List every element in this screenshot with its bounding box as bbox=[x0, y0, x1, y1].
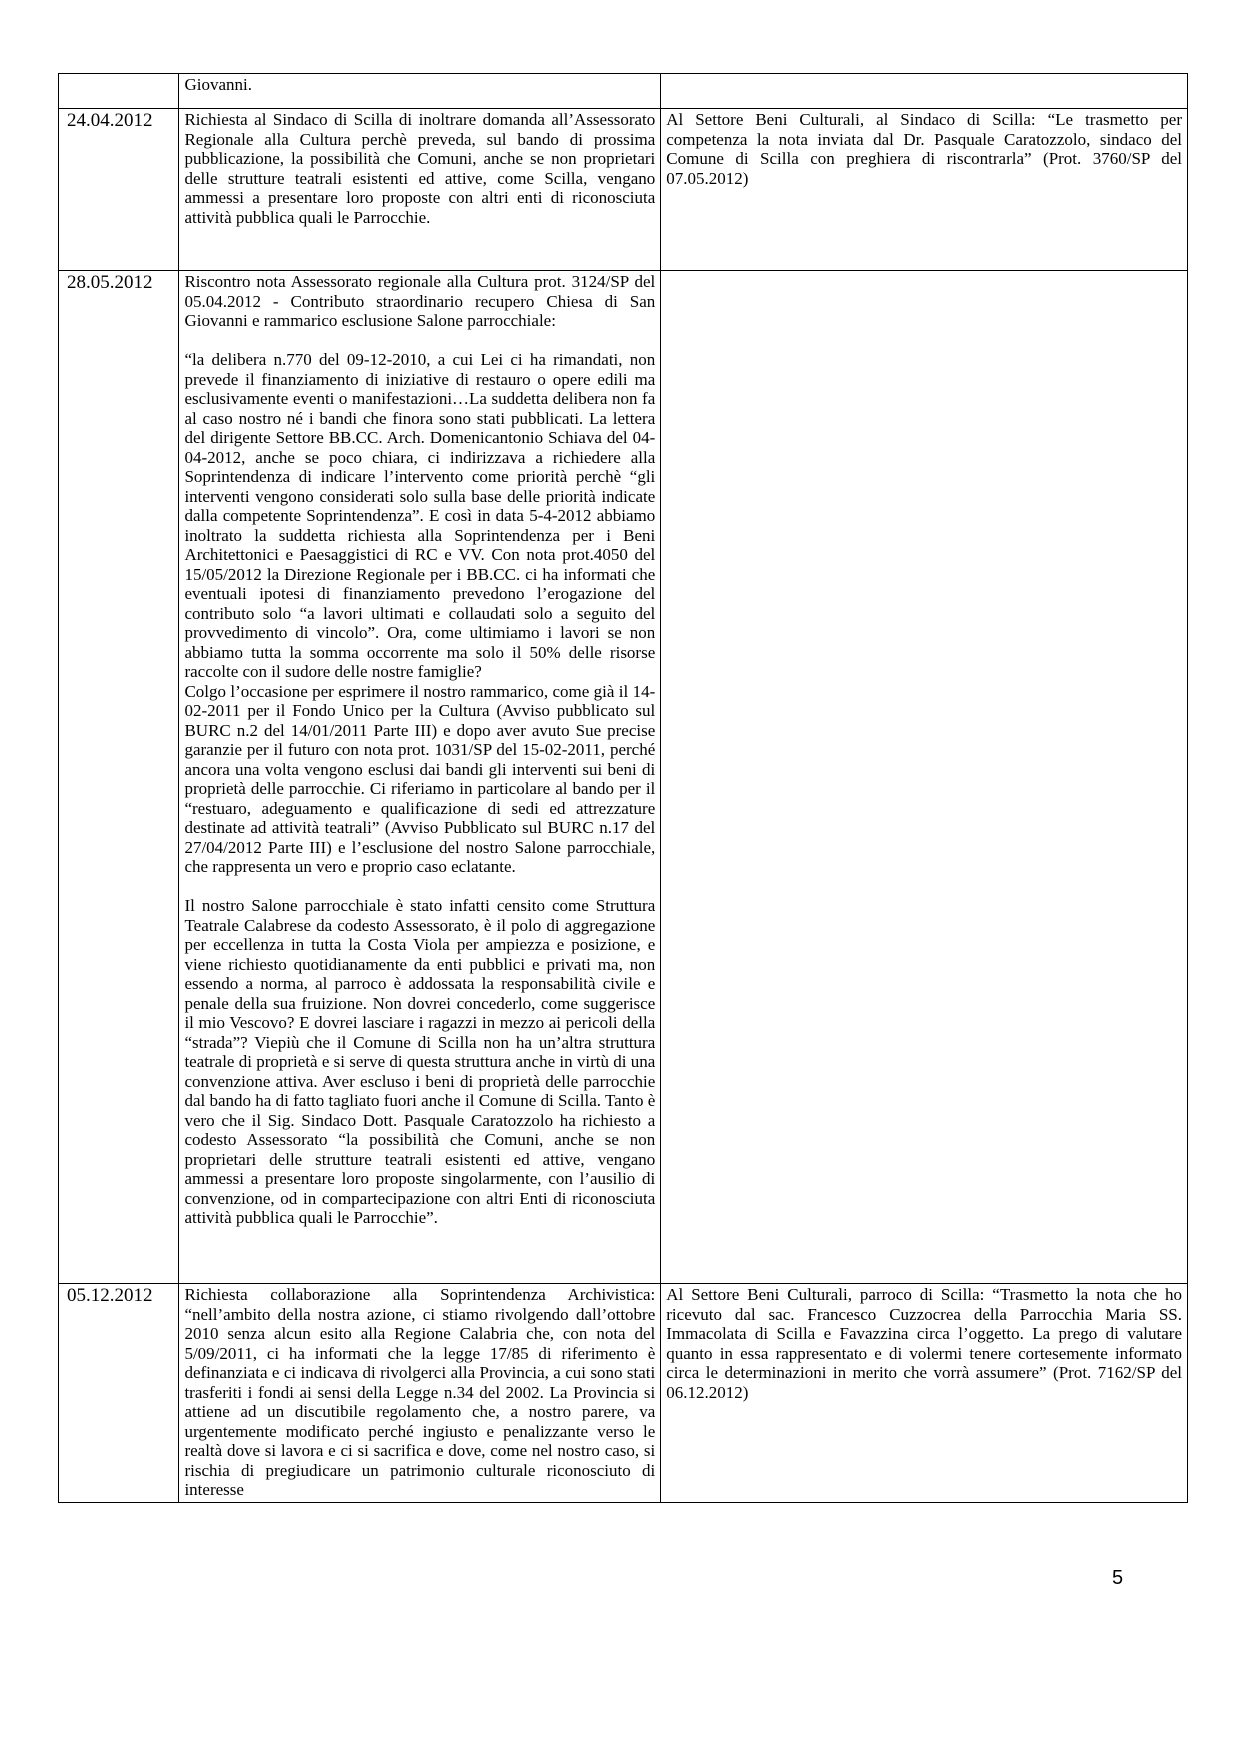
response-paragraph: Al Settore Beni Culturali, al Sindaco di Scilla: “Le trasmetto per competenza la nota inviata dal Dr. Pasquale Caratozzolo, sindaco del Comune di Scilla con preghiera di riscontrarla” (Prot. 3760/SP del 07.05.2012) bbox=[666, 110, 1182, 188]
date-cell: 24.04.2012 bbox=[59, 109, 179, 271]
page-number: 5 bbox=[1112, 1567, 1124, 1589]
response-cell bbox=[661, 74, 1188, 109]
date-cell bbox=[59, 74, 179, 109]
request-paragraph: Giovanni. bbox=[184, 75, 252, 94]
request-paragraph: Il nostro Salone parrocchiale è stato infatti censito come Struttura Teatrale Calabrese da codesto Assessorato, è il polo di aggregazione per eccellenza in tutta la Costa Viola per ampiezza e posizione, e viene richiesto quotidianamente da enti pubblici e privati ma, non essendo a norma, al parroco è addossata la responsabilità civile e penale della sua fruizione. Non dovrei concederlo, come suggerisce il mio Vescovo? E dovrei lasciare i ragazzi in mezzo ai pericoli della “strada”? Viepiù che il Comune di Scilla non ha un’altra struttura teatrale di proprietà e si serve di questa struttura anche in virtù di una convenzione attiva. Aver escluso i beni di proprietà delle parrocchie dal bando ha di fatto tagliato fuori anche il Comune di Scilla. Tanto è vero che il Sig. Sindaco Dott. Pasquale Caratozzolo ha richiesto a codesto Assessorato “la possibilità che Comuni, anche se non proprietari delle strutture teatrali esistenti ed attive, vengano ammessi a presentare loro proposte singolarmente, con l’ausilio di convenzione, od in compartecipazione con altri Enti di riconosciuta attività pubblica quali le Parrocchie”. bbox=[184, 896, 656, 1227]
table-row bbox=[59, 271, 1188, 1284]
response-cell bbox=[661, 109, 1188, 271]
date-cell: 28.05.2012 bbox=[59, 271, 179, 1284]
table-row bbox=[59, 109, 1188, 271]
response-paragraph: Al Settore Beni Culturali, parroco di Scilla: “Trasmetto la nota che ho ricevuto dal sac. Francesco Cuzzocrea della Parrocchia Maria SS. Immacolata di Scilla e Favazzina circa l’oggetto. La prego di valutare quanto in essa rappresentato e di volermi tenere cortesemente informato circa le determinazioni in merito che vorrà assumere” (Prot. 7162/SP del 06.12.2012) bbox=[666, 1285, 1182, 1402]
table-row bbox=[59, 74, 1188, 109]
request-paragraph: Richiesta al Sindaco di Scilla di inoltrare domanda all’Assessorato Regionale alla Cultura perchè preveda, sul bando di prossima pubblicazione, la possibilità che Comuni, anche se non proprietari delle strutture teatrali esistenti ed attive, come Scilla, vengano ammessi a presentare loro proposte con altri enti di riconosciuta attività pubblica quali le Parrocchie. bbox=[184, 110, 656, 227]
request-paragraph: Colgo l’occasione per esprimere il nostro rammarico, come già il 14-02-2011 per il Fondo Unico per la Cultura (Avviso pubblicato sul BURC n.2 del 14/01/2011 Parte III) e dopo aver avuto Sue precise garanzie per il futuro con nota prot. 1031/SP del 15-02-2011, perché ancora una volta vengono esclusi dai bandi gli interventi sui beni di proprietà delle parrocchie. Ci riferiamo in particolare al bando per il “restuaro, adeguamento e qualificazione di sedi ed attrezzature destinate ad attività teatrali” (Avviso Pubblicato sul BURC n.17 del 27/04/2012 Parte III) e l’esclusione del nostro Salone parrocchiale, che rappresenta un vero e proprio caso eclatante. bbox=[184, 681, 656, 876]
request-cell bbox=[179, 271, 661, 1284]
response-cell bbox=[661, 1284, 1188, 1503]
table-row bbox=[59, 1284, 1188, 1503]
date-cell: 05.12.2012 bbox=[59, 1284, 179, 1503]
request-cell bbox=[179, 1284, 661, 1503]
request-paragraph: Richiesta collaborazione alla Soprintendenza Archivistica: “nell’ambito della nostra azione, ci stiamo rivolgendo dall’ottobre 2010 senza alcun esito alla Regione Calabria che, con nota del 5/09/2011, ci ha informati che la legge 17/85 di riferimento è definanziata e ci indicava di rivolgerci alla Provincia, a cui sono stati trasferiti i fondi ai sensi della Legge n.34 del 2002. La Provincia si attiene ad un discutibile regolamento che, a nostro parere, va urgentemente modificato perché ingiusto e penalizzante verso le realtà dove si lavora e ci si sacrifica e dove, come nel nostro caso, si rischia di pregiudicare un patrimonio culturale riconosciuto di interesse bbox=[184, 1285, 656, 1499]
request-paragraph: Riscontro nota Assessorato regionale alla Cultura prot. 3124/SP del 05.04.2012 - Contributo straordinario recupero Chiesa di San Giovanni e rammarico esclusione Salone parrocchiale: bbox=[184, 272, 656, 330]
request-paragraph: “la delibera n.770 del 09-12-2010, a cui Lei ci ha rimandati, non prevede il finanziamento di iniziative di restauro o opere edili ma esclusivamente eventi o manifestazioni…La suddetta delibera non fa al caso nostro né i bandi che finora sono stati pubblicati. La lettera del dirigente Settore BB.CC. Arch. Domenicantonio Schiava del 04-04-2012, anche se poco chiara, ci indirizzava a richiedere alla Soprintendenza di indicare l’intervento come priorità perchè “gli interventi vengono considerati solo sulla base delle priorità indicate dalla competente Soprintendenza”. E così in data 5-4-2012 abbiamo inoltrato la suddetta richiesta alla Soprintendenza per i Beni Architettonici e Paesaggistici di RC e VV. Con nota prot.4050 del 15/05/2012 la Direzione Regionale per i BB.CC. ci ha informati che eventuali ipotesi di finanziamento prevedono l’erogazione del contributo solo “a lavori ultimati e collaudati solo a seguito del provvedimento di vincolo”. Ora, come ultimiamo i lavori se non abbiamo tutta la somma occorrente ma solo il 50% delle risorse raccolte con il sudore delle nostre famiglie? bbox=[184, 350, 656, 681]
records-table bbox=[58, 73, 1188, 1503]
request-cell bbox=[179, 109, 661, 271]
response-cell bbox=[661, 271, 1188, 1284]
request-cell bbox=[179, 74, 661, 109]
